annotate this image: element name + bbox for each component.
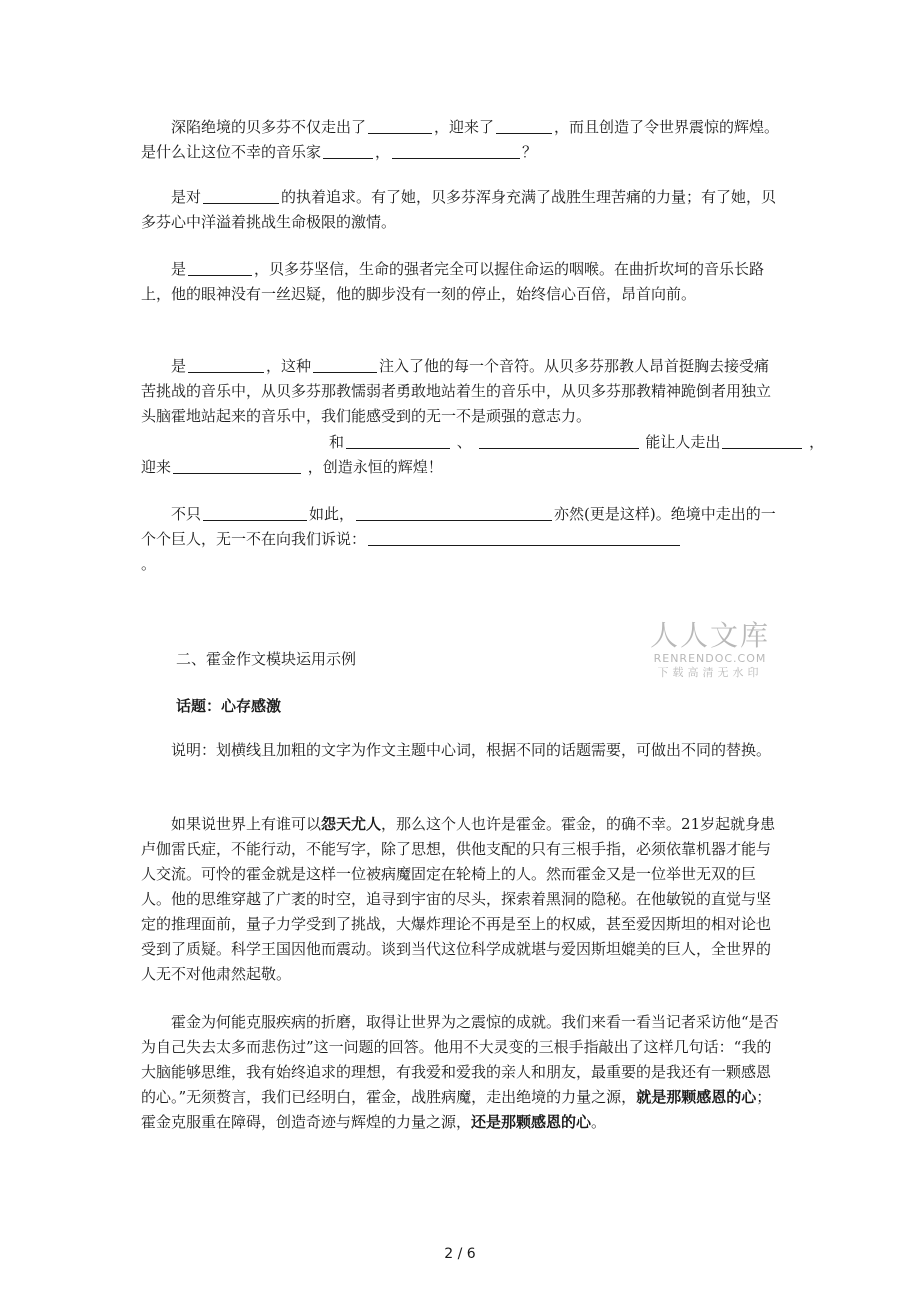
paragraph-summary-line2: [141, 455, 443, 480]
text: 注入了他的每一个音符。从贝多芬那教人昂首挺胸去接受痛苦挑战的音乐中，从贝多芬那教懦弱者勇敢地站着生的音乐中，从贝多芬那教精神跪倒者用独立头脑霍地站起来的音乐中，我们能感受到的无一不是顽强的意志力。: [141, 357, 772, 425]
topic-heading: 话题：心存感激: [176, 697, 282, 715]
watermark-title: 人人文库: [649, 619, 770, 652]
text: ，而且创造了令世界震惊的辉煌。是什么让这位不幸的音乐家: [141, 118, 780, 161]
blank-line: [496, 118, 552, 134]
bold-keyword: 怨天尤人: [321, 815, 382, 833]
paragraph-giants: [141, 502, 781, 577]
text: ，: [375, 143, 391, 161]
watermark-logo: [645, 620, 775, 680]
text: 、: [456, 433, 472, 451]
text: 是: [171, 260, 187, 278]
paragraph-beethoven-intro: [141, 115, 781, 165]
text: 亦然(更是这样)。绝境中走出的一个个巨人，无一不在向我们诉说：: [141, 505, 776, 548]
text: 霍金为何能克服疾病的折磨，取得让世界为之震惊的成就。我们来看一看当记者采访他“是否为自己失去太多而悲伤过”这一问题的回答。他用不大灵变的三根手指敲出了这样几句话：“我的大脑能够思维，我有始终追求的理想，有我爱和爱我的亲人和朋友，最重要的是我还有一颗感恩的心。”无须赘言，我们已经明白，霍金，战胜病魔，走出绝境的力量之源，: [141, 1013, 779, 1106]
blank-line: [203, 188, 279, 204]
text: 深陷绝境的贝多芬不仅走出了: [171, 118, 367, 136]
bold-keyword: 还是那颗感恩的心: [471, 1113, 592, 1131]
text: 和: [329, 433, 345, 451]
text: ，贝多芬坚信，生命的强者完全可以握住命运的咽喉。在曲折坎坷的音乐长路上，他的眼神没有一丝迟疑，他的脚步没有一刻的停止，始终信心百倍，昂首向前。: [141, 260, 765, 303]
blank-line: [313, 357, 377, 373]
text: 。: [141, 555, 157, 573]
text: 是对: [171, 188, 202, 206]
blank-line: [368, 530, 680, 546]
blank-line: [346, 433, 450, 449]
section-heading: 二、霍金作文模块运用示例: [176, 650, 357, 668]
text: ？: [522, 143, 538, 161]
page-number: 2 / 6: [444, 1246, 476, 1262]
text: 如果说世界上有谁可以: [171, 815, 322, 833]
text: 。: [591, 1113, 607, 1131]
text: ，: [809, 433, 825, 451]
text: 能让人走出: [645, 433, 721, 451]
bold-keyword: 就是那颗感恩的心: [636, 1088, 757, 1106]
text: 不只: [171, 505, 202, 523]
text: 是: [171, 357, 187, 375]
blank-line: [722, 433, 802, 449]
paragraph-pursuit: [141, 185, 781, 235]
text: ；霍金克服重在障碍，创造奇迹与辉煌的力量之源，: [141, 1088, 772, 1131]
blank-line: [173, 458, 301, 474]
blank-line: [479, 433, 639, 449]
text: 迎来: [141, 458, 172, 476]
note-paragraph: 说明：划横线且加粗的文字为作文主题中心词，根据不同的话题需要，可做出不同的替换。: [171, 741, 772, 759]
blank-line: [392, 143, 520, 159]
blank-line: [356, 505, 552, 521]
paragraph-summary-line1: [329, 430, 824, 455]
blank-line: [368, 118, 432, 134]
text: 如此，: [309, 505, 355, 523]
paragraph-hawking-gratitude: [141, 1010, 781, 1135]
watermark-subtitle: 下载高清无水印: [657, 666, 763, 679]
paragraph-music: [141, 354, 781, 429]
text: ，迎来了: [434, 118, 495, 136]
blank-line: [188, 357, 264, 373]
paragraph-hawking-intro: [141, 812, 781, 987]
text: ，那么这个人也许是霍金。霍金，的确不幸。21岁起就身患卢伽雷氏症，不能行动，不能写字，除了思想，供他支配的只有三根手指，必须依靠机器才能与人交流。可怜的霍金就是这样一位被病魔固定在轮椅上的人。然而霍金又是一位举世无双的巨人。他的思维穿越了广袤的时空，追寻到宇宙的尽头，探索着黑洞的隐秘。在他敏锐的直觉与坚定的推理面前，量子力学受到了挑战，大爆炸理论不再是至上的权威，甚至爱因斯坦的相对论也受到了质疑。科学王国因他而震动。谈到当代这位科学成就堪与爱因斯坦媲美的巨人，全世界的人无不对他肃然起敬。: [141, 815, 776, 983]
text: 的执着追求。有了她，贝多芬浑身充满了战胜生理苦痛的力量；有了她，贝多芬心中洋溢着挑战生命极限的激情。: [141, 188, 777, 231]
paragraph-belief: [141, 257, 781, 307]
text: ，这种: [266, 357, 312, 375]
watermark-url: RENRENDOC.COM: [653, 652, 767, 665]
blank-line: [203, 505, 307, 521]
blank-line: [323, 143, 373, 159]
text: ，创造永恒的辉煌！: [307, 458, 443, 476]
blank-line: [188, 260, 252, 276]
